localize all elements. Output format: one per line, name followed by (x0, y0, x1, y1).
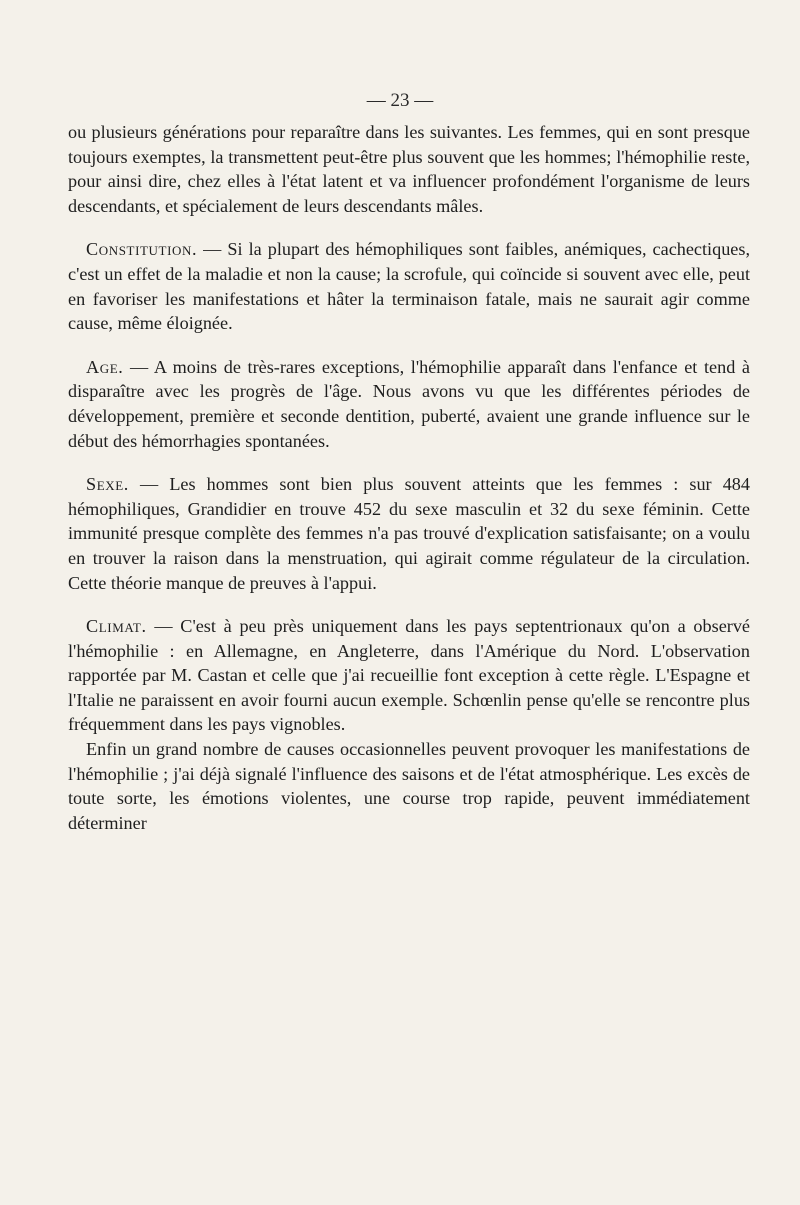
paragraph-text: Enfin un grand nombre de causes occasionnelles peuvent provoquer les manifestations de l'hémophilie ; j'ai déjà signalé l'influence des saisons et de l'état atmosphérique. Les excès de toute sorte, les émotions violentes, une course trop rapide, peuvent immédiatement déterminer (68, 739, 750, 833)
paragraph-age (68, 355, 750, 453)
page-number: — 23 — (366, 90, 434, 111)
body-text (68, 120, 750, 835)
paragraph-causes (68, 737, 750, 835)
paragraph-text: — A moins de très-rares exceptions, l'hémophilie apparaît dans l'enfance et tend à disparaître avec les progrès de l'âge. Nous avons vu que les différentes périodes de développement, première et seconde dentition, puberté, avaient une grande influence sur le début des hémorrhagies spontanées. (68, 356, 750, 451)
section-heading-sexe: Sexe. (86, 474, 129, 495)
paragraph-text: — C'est à peu près uniquement dans les pays septentrionaux qu'on a observé l'hémophilie : en Allemagne, en Angleterre, dans l'Amérique du Nord. L'observation rapportée par M. Castan et celle que j'ai recueillie font exception à cette règle. L'Espagne et l'Italie ne paraissent en avoir fourni aucun exemple. Schœnlin pense qu'elle se rencontre plus fréquemment dans les pays vignobles. (68, 616, 750, 735)
paragraph-constitution (68, 237, 750, 335)
paragraph-continuation (68, 120, 750, 218)
paragraph-sexe (68, 472, 750, 595)
section-heading-age: Age. (86, 356, 124, 377)
section-heading-constitution: Constitution. (86, 239, 198, 260)
section-heading-climat: Climat. (86, 616, 147, 637)
paragraph-text: ou plusieurs générations pour reparaître dans les suivantes. Les femmes, qui en sont presque toujours exemptes, la transmettent peut-être plus souvent que les hommes; l'hémophilie reste, pour ainsi dire, chez elles à l'état latent et va influencer profondément l'organisme de leurs descendants, et spécialement de leurs descendants mâles. (68, 122, 750, 216)
paragraph-text: — Les hommes sont bien plus souvent atteints que les femmes : sur 484 hémophiliques, Grandidier en trouve 452 du sexe masculin et 32 du sexe féminin. Cette immunité presque complète des femmes n'a pas trouvé d'explication satisfaisante; on a voulu en trouver la raison dans la menstruation, qui agirait comme régulateur de la circulation. Cette théorie manque de preuves à l'appui. (68, 474, 750, 593)
paragraph-text: — Si la plupart des hémophiliques sont faibles, anémiques, cachectiques, c'est un effet de la maladie et non la cause; la scrofule, qui coïncide si souvent avec elle, peut en favoriser les manifestations et hâter la terminaison fatale, mais ne saurait agir comme cause, même éloignée. (68, 239, 750, 334)
paragraph-climat (68, 614, 750, 737)
